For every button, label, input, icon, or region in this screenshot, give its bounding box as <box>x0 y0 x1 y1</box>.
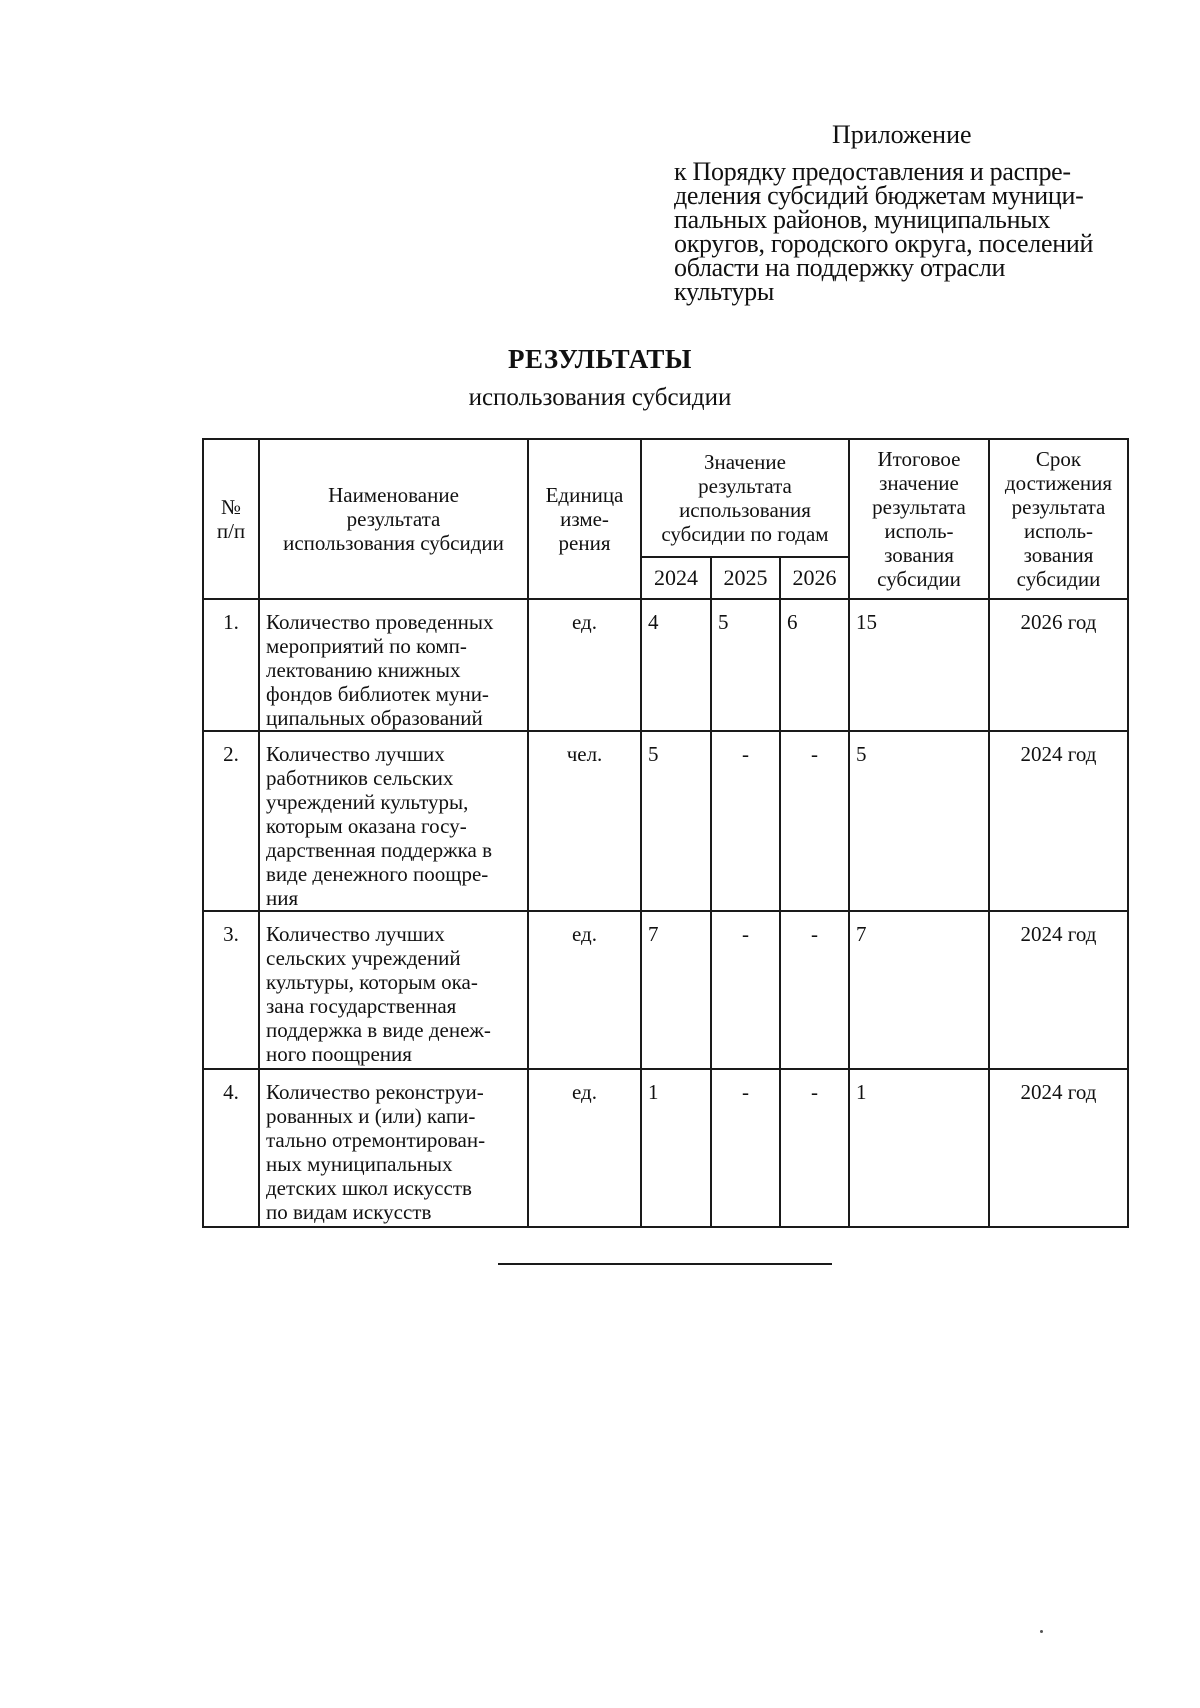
row-unit: ед. <box>528 599 641 731</box>
document-title: РЕЗУЛЬТАТЫ <box>508 344 692 374</box>
header-value-by-years: Значение результата использования субсидии по годам <box>641 439 849 557</box>
row-unit: ед. <box>528 1069 641 1227</box>
row-name: Количество лучших сельских учреждений культуры, которым ока- зана государственная поддержка в виде денеж- ного поощрения <box>259 911 528 1069</box>
appendix-line: пальных районов, муниципальных <box>674 205 1051 234</box>
header-number: № п/п <box>203 439 259 599</box>
row-total: 15 <box>849 599 989 731</box>
row-value-2024: 7 <box>641 911 711 1069</box>
row-number: 3. <box>203 911 259 1069</box>
row-term: 2026 год <box>989 599 1128 731</box>
scan-speck <box>1040 1630 1043 1633</box>
row-value-2026: - <box>780 1069 849 1227</box>
appendix-text <box>674 157 1144 306</box>
table-row <box>203 599 1128 731</box>
row-number: 4. <box>203 1069 259 1227</box>
table-row <box>203 911 1128 1069</box>
header-name: Наименование результата использования субсидии <box>259 439 528 599</box>
appendix-block <box>674 120 1144 304</box>
row-value-2025: 5 <box>711 599 780 731</box>
row-value-2026: - <box>780 731 849 911</box>
row-name: Количество лучших работников сельских учреждений культуры, которым оказана госу- дарственная поддержка в виде денежного поощре- ния <box>259 731 528 911</box>
row-number: 1. <box>203 599 259 731</box>
header-total: Итоговое значение результата исполь- зования субсидии <box>849 439 989 599</box>
row-number: 2. <box>203 731 259 911</box>
row-value-2025: - <box>711 1069 780 1227</box>
row-value-2025: - <box>711 731 780 911</box>
header-year-2025: 2025 <box>711 557 780 599</box>
row-total: 7 <box>849 911 989 1069</box>
results-table <box>202 438 1129 1228</box>
row-name: Количество реконструи- рованных и (или) капи- тально отремонтирован- ных муниципальных детских школ искусств по видам искусств <box>259 1069 528 1227</box>
appendix-line: округов, городского округа, поселений <box>674 229 1094 258</box>
row-name: Количество проведенных мероприятий по комп- лектованию книжных фондов библиотек муни- ципальных образований <box>259 599 528 731</box>
document-subtitle: использования субсидии <box>468 384 732 411</box>
row-value-2024: 1 <box>641 1069 711 1227</box>
row-value-2026: - <box>780 911 849 1069</box>
row-total: 5 <box>849 731 989 911</box>
header-year-2026: 2026 <box>780 557 849 599</box>
table-row <box>203 1069 1128 1227</box>
row-value-2024: 4 <box>641 599 711 731</box>
header-unit: Единица изме- рения <box>528 439 641 599</box>
appendix-line: области на поддержку отрасли <box>674 253 1006 282</box>
appendix-line: культуры <box>674 277 775 306</box>
row-term: 2024 год <box>989 1069 1128 1227</box>
row-total: 1 <box>849 1069 989 1227</box>
appendix-line: к Порядку предоставления и распре- <box>674 157 1071 186</box>
closing-rule <box>498 1263 832 1265</box>
appendix-line: деления субсидий бюджетам муници- <box>674 181 1084 210</box>
table-row <box>203 731 1128 911</box>
row-value-2026: 6 <box>780 599 849 731</box>
row-term: 2024 год <box>989 731 1128 911</box>
row-value-2024: 5 <box>641 731 711 911</box>
header-year-2024: 2024 <box>641 557 711 599</box>
header-term: Срок достижения результата исполь- зования субсидии <box>989 439 1128 599</box>
row-unit: ед. <box>528 911 641 1069</box>
row-unit: чел. <box>528 731 641 911</box>
appendix-title: Приложение <box>832 120 972 149</box>
row-term: 2024 год <box>989 911 1128 1069</box>
row-value-2025: - <box>711 911 780 1069</box>
